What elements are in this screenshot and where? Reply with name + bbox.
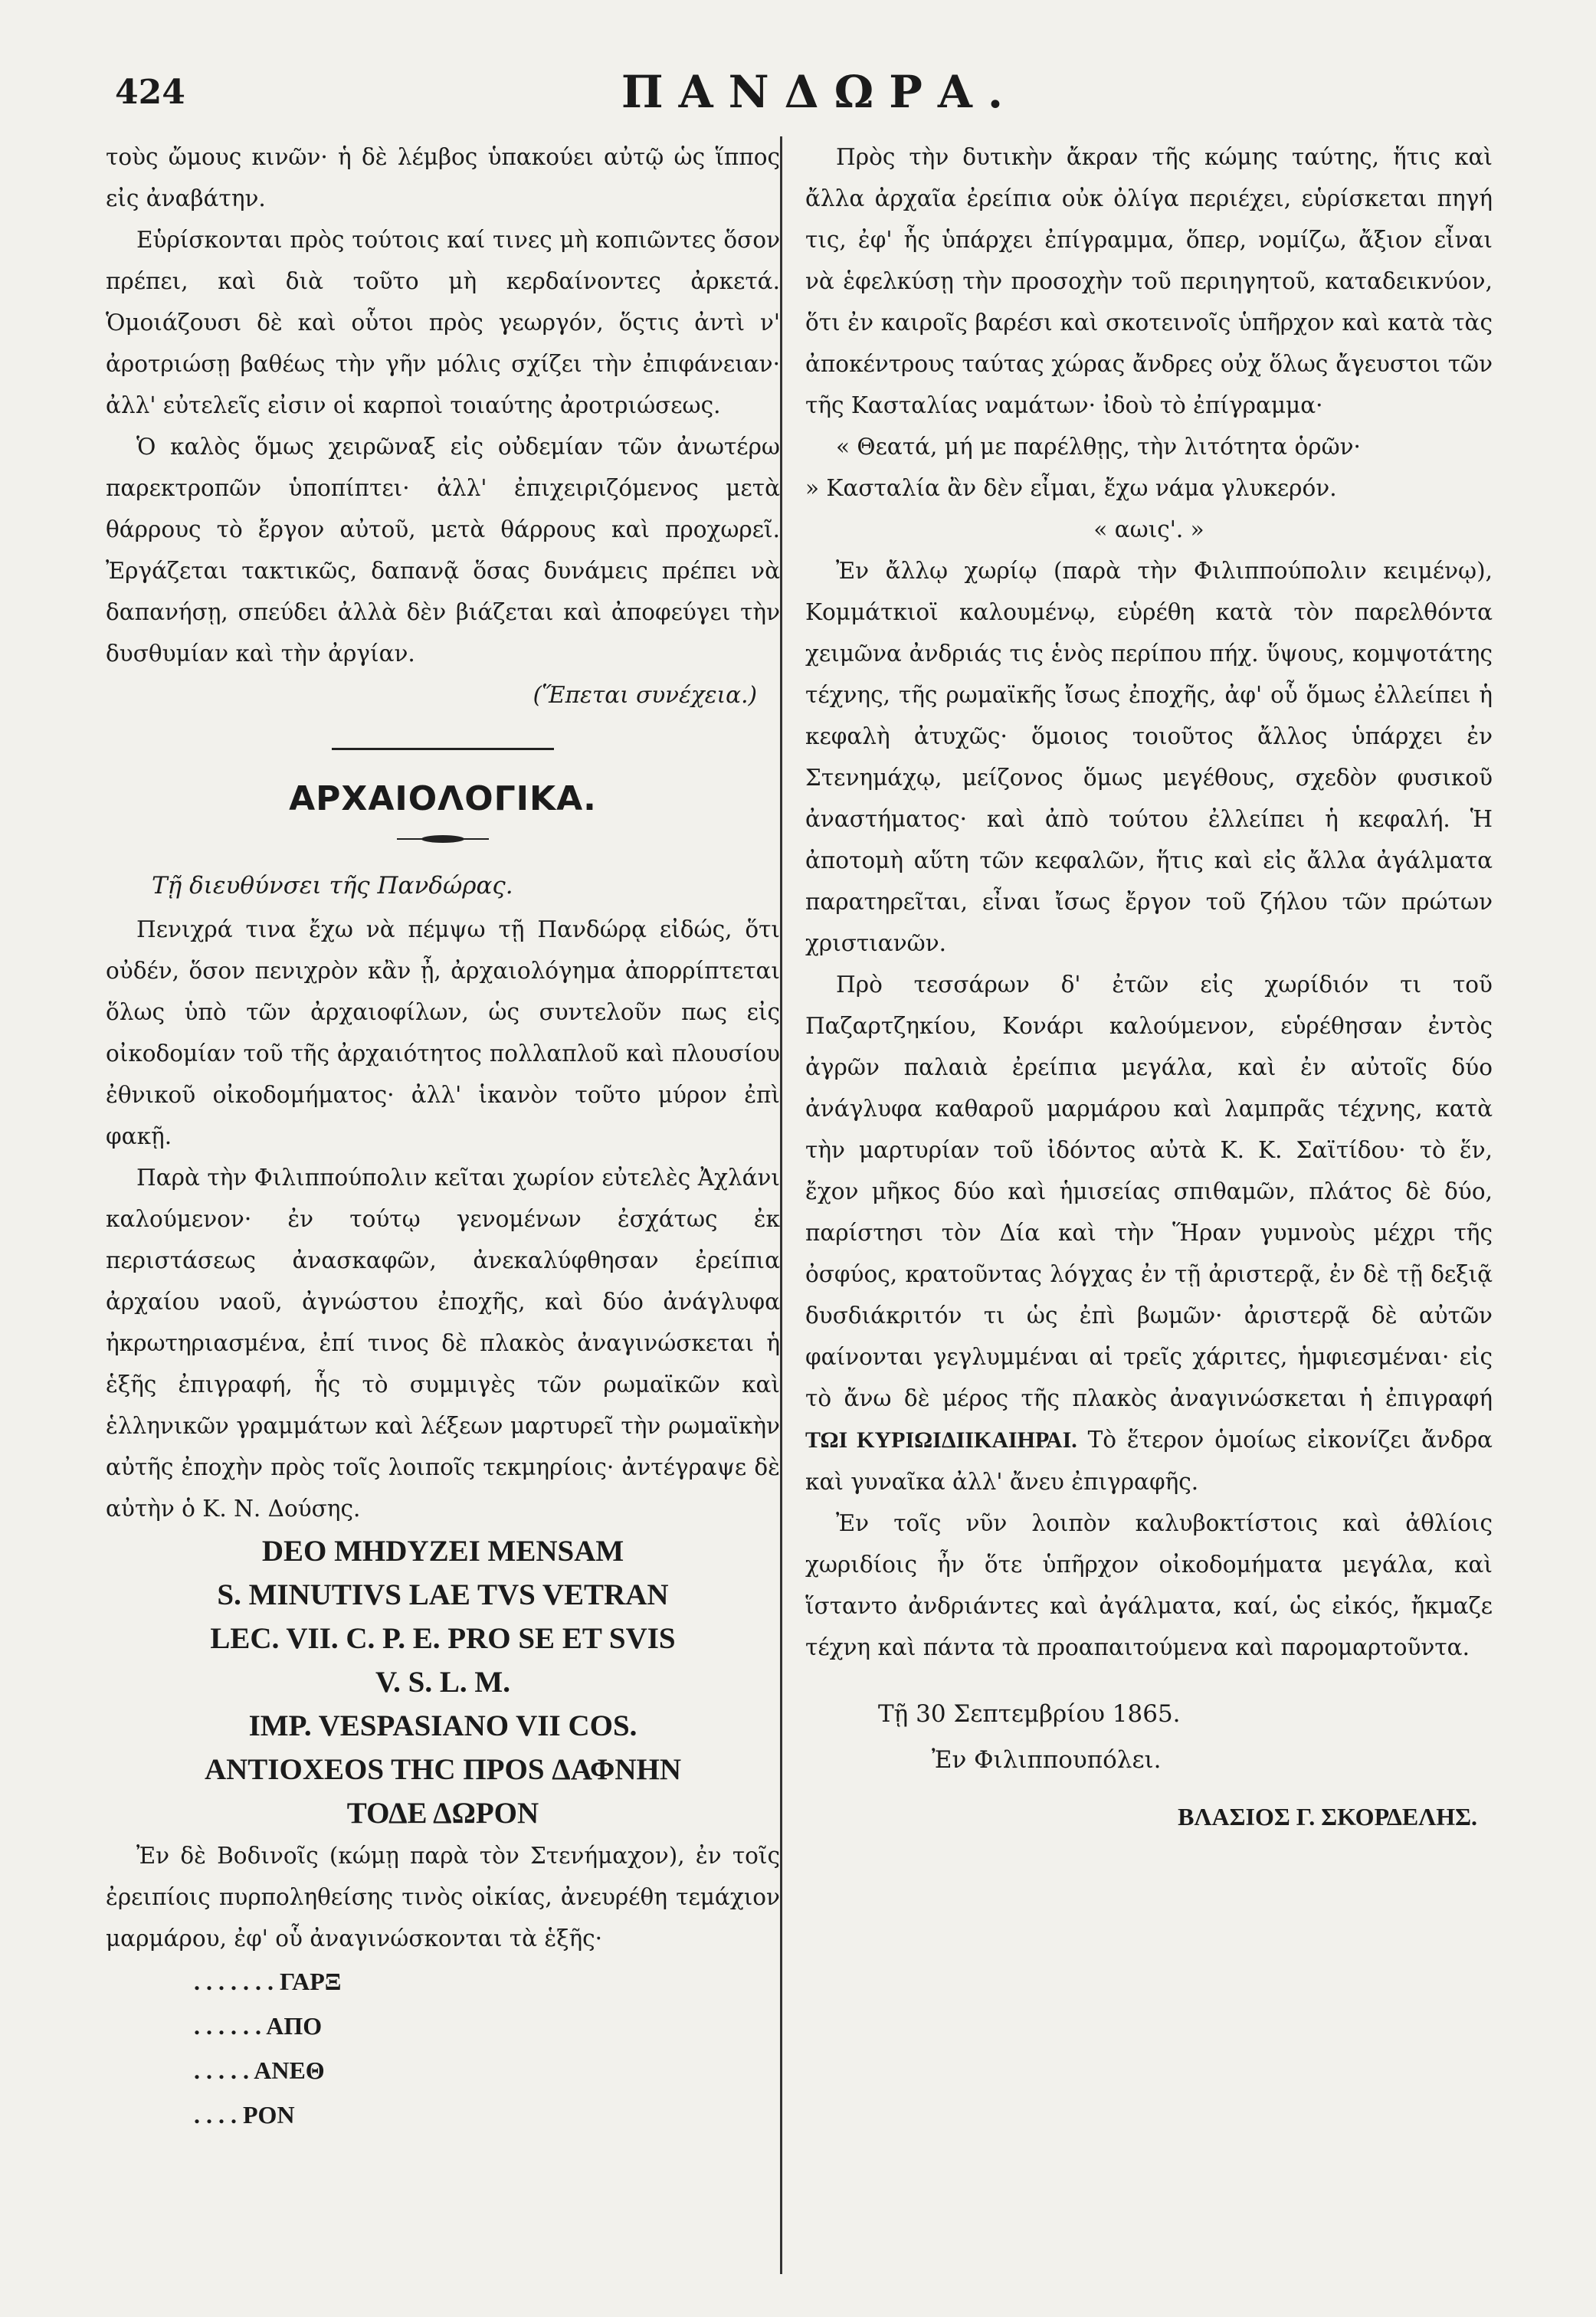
- epigram-line-1: « Θεατά, μή με παρέλθῃς, τὴν λιτότητα ὁρῶν·: [836, 434, 1361, 460]
- inscription-line: S. MINUTIVS LAE TVS VETRAN: [217, 1578, 669, 1611]
- continued-note: (Ἕπεται συνέχεια.): [533, 682, 757, 708]
- fragment-inscription: [106, 1959, 780, 2137]
- address-line: Τῇ διευθύνσει τῆς Πανδώρας.: [152, 872, 513, 900]
- fragment-line: . . . . . . . ΓΑΡΞ: [194, 1968, 342, 1995]
- ornament-divider: [106, 829, 780, 847]
- left-para-3: Ὁ καλὸς ὅμως χειρῶναξ εἰς οὐδεμίαν τῶν ἀνωτέρω παρεκτροπῶν ὑποπίπτει· ἀλλ' ἐπιχειριζόμενος μετὰ θάρρους τὸ ἔργον αὐτοῦ, μετὰ θάρρους καὶ προχωρεῖ. Ἐργάζεται τακτικῶς, δαπανᾷ ὅσας δυνάμεις πρέπει νὰ δαπανήσῃ, σπεύδει ἀλλὰ δὲν βιάζεται καὶ ἀποφεύγει τὴν δυσθυμίαν καὶ τὴν ἀργίαν.: [106, 434, 780, 667]
- left-column: [106, 136, 780, 2274]
- page-number: 424: [115, 72, 185, 112]
- letter-date: Τῇ 30 Σεπτεμβρίου 1865.: [878, 1700, 1181, 1728]
- left-para-6: Ἐν δὲ Βοδινοῖς (κώμῃ παρὰ τὸν Στενήμαχον), ἐν τοῖς ἐρειπίοις πυρποληθείσης τινὸς οἰκίας, ἀνευρέθη τεμάχιον μαρμάρου, ἐφ' οὗ ἀναγινώσκονται τὰ ἑξῆς·: [106, 1843, 780, 1952]
- journal-title: ΠΑΝΔΩΡΑ.: [621, 66, 1019, 118]
- right-para-3-text: Πρὸ τεσσάρων δ' ἐτῶν εἰς χωρίδιόν τι τοῦ Παζαρτζηκίου, Κονάρι καλούμενον, εὑρέθησαν ἐντὸς ἀγρῶν παλαιὰ ἐρείπια μεγάλα, καὶ ἐν αὐτοῖς δύο ἀνάγλυφα καθαροῦ μαρμάρου καὶ λαμπρᾶς τέχνης, κατὰ τὴν μαρτυρίαν τοῦ ἰδόντος αὐτὰ Κ. Κ. Σαϊτίδου· τὸ ἕν, ἔχον μῆκος δύο καὶ ἡμισείας σπιθαμῶν, πλάτος δὲ δύο, παρίστησι τὸν Δία καὶ τὴν Ἥραν γυμνοὺς μέχρι τῆς ὀσφύος, κρατοῦντας λόγχας ἐν τῇ ἀριστερᾷ, ἐν δὲ τῇ δεξιᾷ δυσδιάκριτόν τι ὡς ἐπὶ βωμῶν· ἀριστερᾷ δὲ αὐτῶν φαίνονται γεγλυμμέναι αἱ τρεῖς χάριτες, ἡμφιεσμέναι· εἰς τὸ ἄνω δὲ μέρος τῆς πλακὸς ἀναγινώσκεται ἡ ἐπιγραφή: [805, 972, 1493, 1411]
- author-signature: ΒΛΑΣΙΟΣ Γ. ΣΚΟΡΔΕΛΗΣ.: [1178, 1803, 1477, 1830]
- ornament-rule-icon: [397, 834, 489, 844]
- right-para-3-tail: Τὸ ἕτερον ὁμοίως εἰκονίζει ἄνδρα καὶ γυναῖκα ἀλλ' ἄνευ ἐπιγραφῆς.: [805, 1427, 1493, 1495]
- inscription-line: ANTIOXEOS THC ΠΡΟS ΔΑΦΝΗΝ: [204, 1753, 682, 1786]
- epigram-date: « αωις'. »: [1093, 516, 1204, 542]
- right-para-1: Πρὸς τὴν δυτικὴν ἄκραν τῆς κώμης ταύτης, ἥτις καὶ ἄλλα ἀρχαῖα ἐρείπια οὐκ ὀλίγα περιέχει, εὑρίσκεται πηγή τις, ἐφ' ἧς ὑπάρχει ἐπίγραμμα, ὅπερ, νομίζω, ἄξιον εἶναι νὰ ἑφελκύσῃ τὴν προσοχὴν τοῦ περιηγητοῦ, καταδεικνύον, ὅτι ἐν καιροῖς βαρέσι καὶ σκοτεινοῖς ὑπῆρχον καὶ κατὰ τὰς ἀποκέντρους ταύτας χώρας ἄνδρες οὐχ ὅλως ἄγευστοι τῶν τῆς Κασταλίας ναμάτων· ἰδοὺ τὸ ἐπίγραμμα·: [805, 144, 1493, 418]
- right-para-4: Ἐν τοῖς νῦν λοιπὸν καλυβοκτίστοις καὶ ἀθλίοις χωριδίοις ἦν ὅτε ὑπῆρχον οἰκοδομήματα μεγάλα, καὶ ἵσταντο ἀνδριάντες καὶ ἀγάλματα, καί, ὡς εἰκός, ἤκμαζε τέχνη καὶ πάντα τὰ προαπαιτούμενα καὶ παρομαρτοῦντα.: [805, 1510, 1493, 1660]
- letter-place: Ἐν Φιλιππουπόλει.: [932, 1746, 1162, 1774]
- fragment-line: . . . . ΡΟΝ: [194, 2101, 295, 2129]
- left-para-2: Εὑρίσκονται πρὸς τούτοις καί τινες μὴ κοπιῶντες ὅσον πρέπει, καὶ διὰ τοῦτο μὴ κερδαίνοντες ἀρκετά. Ὁμοιάζουσι δὲ καὶ οὗτοι πρὸς γεωργόν, ὅςτις ἀντὶ ν' ἀροτριώσῃ βαθέως τὴν γῆν μόλις σχίζει τὴν ἐπιφάνειαν· ἀλλ' εὐτελεῖς εἰσιν οἱ καρποὶ τοιαύτης ἀροτριώσεως.: [106, 227, 780, 418]
- epigram-line-2: » Κασταλία ἂν δὲν εἶμαι, ἔχω νάμα γλυκερόν.: [805, 475, 1337, 501]
- running-head: [115, 61, 1525, 123]
- inscription-line: V. S. L. M.: [375, 1666, 510, 1699]
- fragment-line: . . . . . ΑΝΕΘ: [194, 2056, 325, 2084]
- left-para-5: Παρὰ τὴν Φιλιππούπολιν κεῖται χωρίον εὐτελὲς Ἀχλάνι καλούμενον· ἐν τούτῳ γενομένων ἐσχάτως ἐκ περιστάσεως ἀνασκαφῶν, ἀνεκαλύφθησαν ἐρείπια ἀρχαίου ναοῦ, ἀγνώστου ἐποχῆς, καὶ δύο ἀνάγλυφα ἠκρωτηριασμένα, ἐπί τινος δὲ πλακὸς ἀναγινώσκεται ἡ ἑξῆς ἐπιγραφή, ἧς τὸ συμμιγὲς τῶν ρωμαϊκῶν καὶ ἑλληνικῶν γραμμάτων καὶ λέξεων μαρτυρεῖ τὴν ρωμαϊκὴν αὐτῆς ἐποχὴν πρὸς τοῖς λοιποῖς τεκμηρίοις· ἀντέγραψε δὲ αὐτὴν ὁ Κ. Ν. Δούσης.: [106, 1165, 780, 1522]
- caps-inscription: ΤΩΙ ΚΥΡΙΩΙΔΙΙΚΑΙΗΡΑΙ.: [805, 1427, 1077, 1453]
- right-para-2: Ἐν ἄλλῳ χωρίῳ (παρὰ τὴν Φιλιππούπολιν κειμένῳ), Κομμάτκιοϊ καλουμένῳ, εὑρέθη κατὰ τὸν παρελθόντα χειμῶνα ἀνδριάς τις ἑνὸς περίπου πήχ. ὕψους, κομψοτάτης τέχνης, τῆς ρωμαϊκῆς ἴσως ἐποχῆς, ἀφ' οὗ ὅμως ἐλλείπει ἡ κεφαλὴ ἀτυχῶς· ὅμοιος τοιοῦτος ἄλλος ὑπάρχει ἐν Στενημάχῳ, μείζονος ὅμως μεγέθους, σχεδὸν φυσικοῦ ἀναστήματος· καὶ ἀπὸ τούτου ἐλλείπει ἡ κεφαλή. Ἡ ἀποτομὴ αὕτη τῶν κεφαλῶν, ἥτις καὶ εἰς ἄλλα ἀγάλματα παρατηρεῖται, εἶναι ἴσως ἔργον τοῦ ζήλου τῶν πρώτων χριστιανῶν.: [805, 558, 1493, 956]
- inscription-line: LEC. VII. C. P. E. PRO SE ET SVIS: [210, 1622, 676, 1655]
- left-para-1: τοὺς ὤμους κινῶν· ἡ δὲ λέμβος ὑπακούει αὐτῷ ὡς ἵππος εἰς ἀναβάτην.: [106, 144, 780, 211]
- right-column: [780, 136, 1493, 2274]
- fragment-line: . . . . . . ΑΠΟ: [194, 2012, 323, 2040]
- section-heading: ΑΡΧΑΙΟΛΟΓΙΚΑ.: [289, 779, 597, 818]
- inscription-line: IMP. VESPASIANO VII COS.: [248, 1709, 637, 1742]
- right-para-3: [805, 964, 1493, 1503]
- left-para-4: Πενιχρά τινα ἔχω νὰ πέμψω τῇ Πανδώρᾳ εἰδώς, ὅτι οὐδέν, ὅσον πενιχρὸν κἂν ᾖ, ἀρχαιολόγημα ἀπορρίπτεται ὅλως ὑπὸ τῶν ἀρχαιοφίλων, ὡς συντελοῦν πως εἰς οἰκοδομίαν τοῦ τῆς ἀρχαιότητος πολλαπλοῦ καὶ πλουσίου ἐθνικοῦ οἰκοδομήματος· ἀλλ' ἱκανὸν τοῦτο μύρον ἐπὶ φακῇ.: [106, 916, 780, 1149]
- inscription-line: DEO MHDYZEI MENSAM: [261, 1535, 624, 1568]
- latin-inscription: [106, 1529, 780, 1835]
- inscription-line: ΤΟΔΕ ΔΩΡΟΝ: [346, 1797, 539, 1830]
- section-divider: [332, 748, 554, 750]
